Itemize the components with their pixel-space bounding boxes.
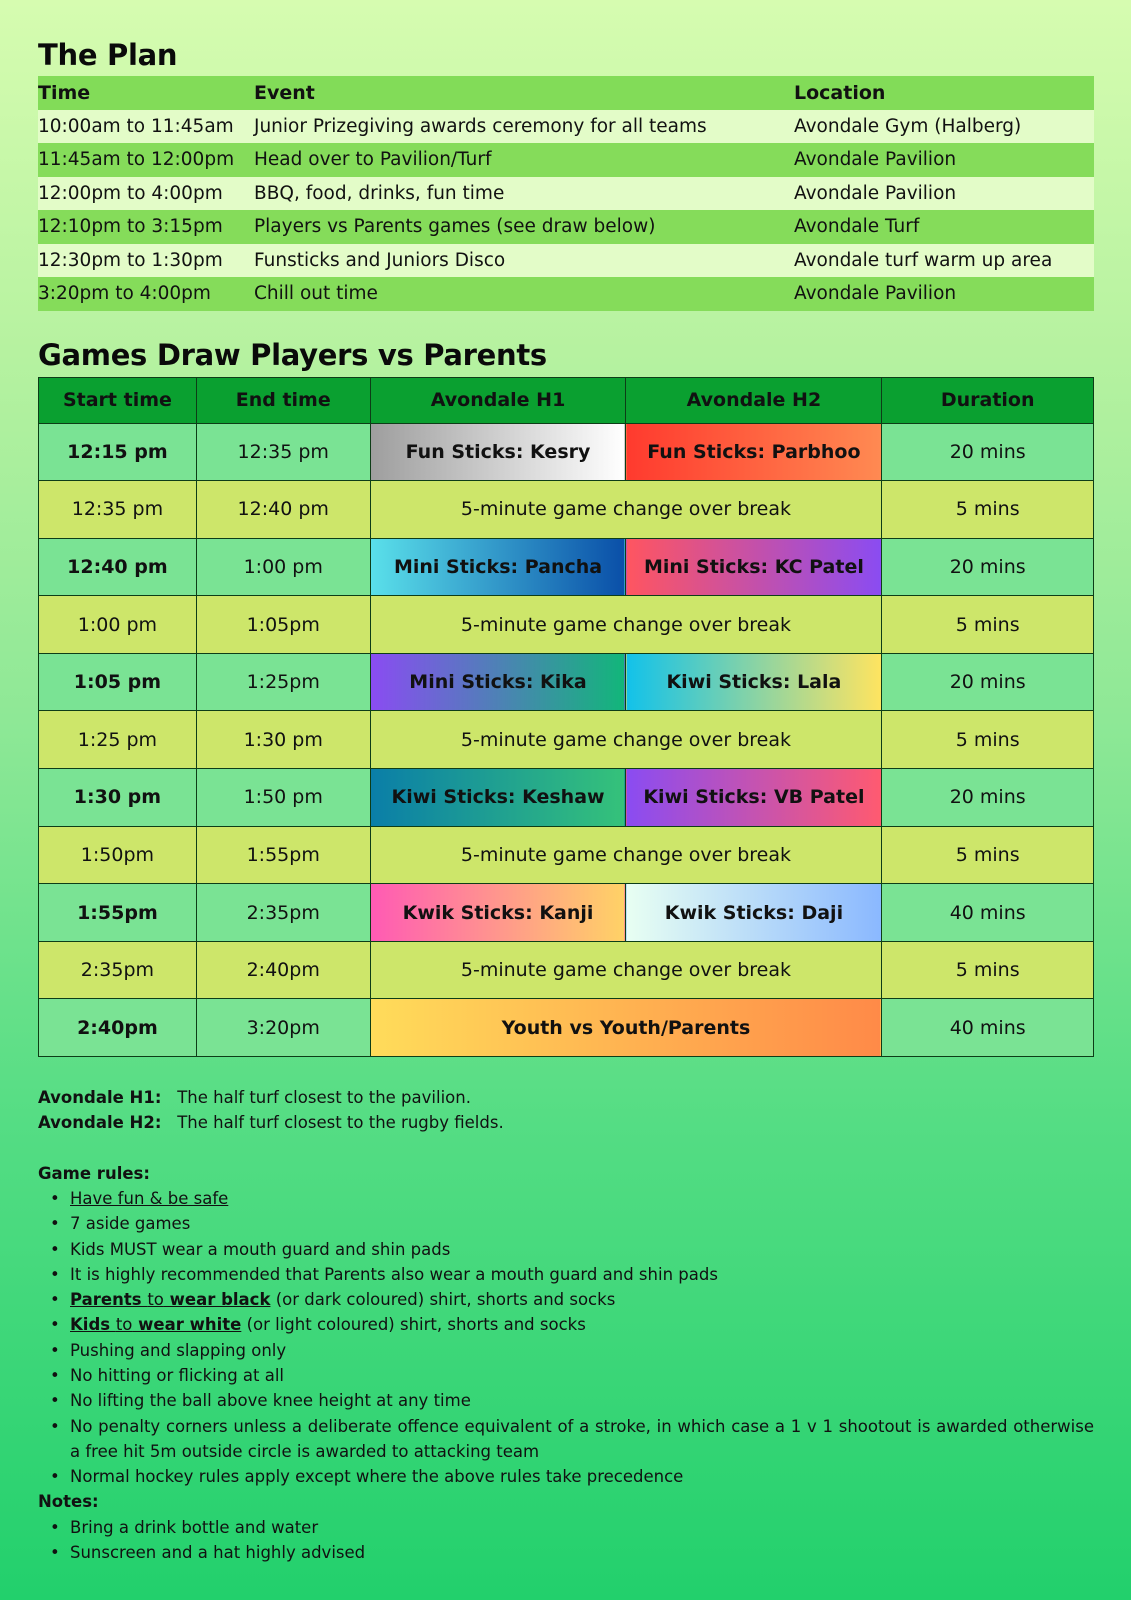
draw-header-row (39, 377, 1094, 423)
break-label: 5-minute game change over break (370, 596, 882, 654)
draw-row (39, 423, 1094, 481)
notes-section (38, 1085, 1094, 1565)
start-time: 12:40 pm (39, 538, 197, 596)
h2-team: Fun Sticks: Parbhoo (626, 423, 882, 481)
start-time: 12:15 pm (39, 423, 197, 481)
start-time: 1:30 pm (39, 769, 197, 827)
end-time: 1:50 pm (196, 769, 370, 827)
end-time: 1:00 pm (196, 538, 370, 596)
draw-header-h2: Avondale H2 (626, 377, 882, 423)
end-time: 12:35 pm (196, 423, 370, 481)
notes-heading: Notes: (38, 1492, 99, 1512)
plan-time: 11:45am to 12:00pm (38, 143, 254, 177)
plan-location: Avondale Turf (794, 210, 1094, 244)
note-item: • Bring a drink bottle and water (48, 1515, 1094, 1540)
start-time: 1:05 pm (39, 653, 197, 711)
plan-event: Head over to Pavilion/Turf (254, 143, 794, 177)
rule-item: • It is highly recommended that Parents also wear a mouth guard and shin pads (48, 1262, 1094, 1287)
plan-row (38, 210, 1094, 244)
combined-match: Youth vs Youth/Parents (370, 999, 882, 1057)
draw-break-row (39, 826, 1094, 884)
plan-event: BBQ, food, drinks, fun time (254, 177, 794, 211)
rule-item (48, 1312, 1094, 1337)
legend-h2 (38, 1110, 1094, 1135)
plan-location: Avondale Gym (Halberg) (794, 110, 1094, 144)
h1-team: Fun Sticks: Kesry (370, 423, 626, 481)
rule-item: • No penalty corners unless a deliberate offence equivalent of a stroke, in which case a 1 v 1 shootout is awarded otherwise a free hit 5m outside circle is awarded to attacking team (48, 1414, 1094, 1465)
rule-item: • No hitting or flicking at all (48, 1363, 1094, 1388)
legend-h2-label: Avondale H2: (38, 1113, 162, 1133)
plan-location: Avondale turf warm up area (794, 244, 1094, 278)
rule-item: • Pushing and slapping only (48, 1338, 1094, 1363)
rule-text: (or dark coloured) shirt, shorts and socks (270, 1290, 616, 1310)
plan-time: 10:00am to 11:45am (38, 110, 254, 144)
h1-team: Kiwi Sticks: Keshaw (370, 769, 626, 827)
rules-heading: Game rules: (38, 1163, 150, 1183)
plan-header-location: Location (794, 76, 1094, 110)
end-time: 1:30 pm (196, 711, 370, 769)
draw-break-row (39, 481, 1094, 539)
draw-row (39, 769, 1094, 827)
plan-header-event: Event (254, 76, 794, 110)
start-time: 1:00 pm (39, 596, 197, 654)
draw-break-row (39, 711, 1094, 769)
plan-time: 3:20pm to 4:00pm (38, 277, 254, 311)
start-time: 1:25 pm (39, 711, 197, 769)
start-time: 1:50pm (39, 826, 197, 884)
draw-break-row (39, 941, 1094, 999)
break-label: 5-minute game change over break (370, 941, 882, 999)
legend-h2-text: The half turf closest to the rugby fields. (177, 1113, 504, 1133)
end-time: 3:20pm (196, 999, 370, 1057)
h2-team: Kiwi Sticks: VB Patel (626, 769, 882, 827)
plan-event: Junior Prizegiving awards ceremony for all teams (254, 110, 794, 144)
rule-text: Have fun & be safe (70, 1188, 229, 1208)
start-time: 1:55pm (39, 884, 197, 942)
plan-event: Funsticks and Juniors Disco (254, 244, 794, 278)
duration: 5 mins (882, 481, 1094, 539)
plan-location: Avondale Pavilion (794, 177, 1094, 211)
draw-header-end: End time (196, 377, 370, 423)
plan-header-time: Time (38, 76, 254, 110)
plan-header-row (38, 76, 1094, 110)
plan-location: Avondale Pavilion (794, 277, 1094, 311)
plan-row (38, 143, 1094, 177)
duration: 5 mins (882, 826, 1094, 884)
duration: 20 mins (882, 423, 1094, 481)
plan-table (38, 76, 1094, 311)
end-time: 1:05pm (196, 596, 370, 654)
end-time: 12:40 pm (196, 481, 370, 539)
h2-team: Kwik Sticks: Daji (626, 884, 882, 942)
rule-emph: Parents (70, 1290, 148, 1310)
rule-item (48, 1186, 1094, 1211)
duration: 20 mins (882, 653, 1094, 711)
start-time: 12:35 pm (39, 481, 197, 539)
duration: 5 mins (882, 711, 1094, 769)
plan-row (38, 277, 1094, 311)
draw-header-h1: Avondale H1 (370, 377, 626, 423)
duration: 20 mins (882, 538, 1094, 596)
rule-text: (or light coloured) shirt, shorts and socks (241, 1315, 586, 1335)
rule-item (48, 1287, 1094, 1312)
rules-list (48, 1186, 1094, 1490)
rule-emph: to (115, 1315, 133, 1335)
break-label: 5-minute game change over break (370, 711, 882, 769)
end-time: 2:40pm (196, 941, 370, 999)
rule-item: • No lifting the ball above knee height at any time (48, 1388, 1094, 1413)
end-time: 2:35pm (196, 884, 370, 942)
start-time: 2:35pm (39, 941, 197, 999)
draw-row (39, 999, 1094, 1057)
duration: 5 mins (882, 596, 1094, 654)
legend-h1 (38, 1085, 1094, 1110)
rule-item: • 7 aside games (48, 1211, 1094, 1236)
h1-team: Kwik Sticks: Kanji (370, 884, 626, 942)
plan-event: Players vs Parents games (see draw below) (254, 210, 794, 244)
draw-break-row (39, 596, 1094, 654)
plan-location: Avondale Pavilion (794, 143, 1094, 177)
rule-emph: Kids (70, 1315, 116, 1335)
plan-row (38, 110, 1094, 144)
h1-team: Mini Sticks: Kika (370, 653, 626, 711)
draw-table (38, 377, 1094, 1058)
plan-row (38, 244, 1094, 278)
plan-time: 12:00pm to 4:00pm (38, 177, 254, 211)
draw-row (39, 538, 1094, 596)
draw-row (39, 884, 1094, 942)
duration: 20 mins (882, 769, 1094, 827)
rule-emph: wear black (163, 1290, 271, 1310)
plan-time: 12:10pm to 3:15pm (38, 210, 254, 244)
draw-row (39, 653, 1094, 711)
draw-header-duration: Duration (882, 377, 1094, 423)
draw-title: Games Draw Players vs Parents (38, 337, 547, 372)
notes-list (48, 1515, 1094, 1566)
start-time: 2:40pm (39, 999, 197, 1057)
note-item: • Sunscreen and a hat highly advised (48, 1540, 1094, 1565)
rule-emph: wear white (132, 1315, 242, 1335)
duration: 40 mins (882, 999, 1094, 1057)
plan-time: 12:30pm to 1:30pm (38, 244, 254, 278)
end-time: 1:55pm (196, 826, 370, 884)
break-label: 5-minute game change over break (370, 826, 882, 884)
h2-team: Kiwi Sticks: Lala (626, 653, 882, 711)
page (38, 34, 1094, 1565)
plan-row (38, 177, 1094, 211)
plan-title: The Plan (38, 38, 178, 72)
rule-emph: to (147, 1290, 164, 1310)
duration: 40 mins (882, 884, 1094, 942)
legend-h1-label: Avondale H1: (38, 1088, 162, 1108)
rule-item: • Kids MUST wear a mouth guard and shin pads (48, 1237, 1094, 1262)
plan-event: Chill out time (254, 277, 794, 311)
h2-team: Mini Sticks: KC Patel (626, 538, 882, 596)
break-label: 5-minute game change over break (370, 481, 882, 539)
legend-h1-text: The half turf closest to the pavilion. (177, 1088, 471, 1108)
duration: 5 mins (882, 941, 1094, 999)
draw-header-start: Start time (39, 377, 197, 423)
h1-team: Mini Sticks: Pancha (370, 538, 626, 596)
rule-item: • Normal hockey rules apply except where the above rules take precedence (48, 1464, 1094, 1489)
end-time: 1:25pm (196, 653, 370, 711)
